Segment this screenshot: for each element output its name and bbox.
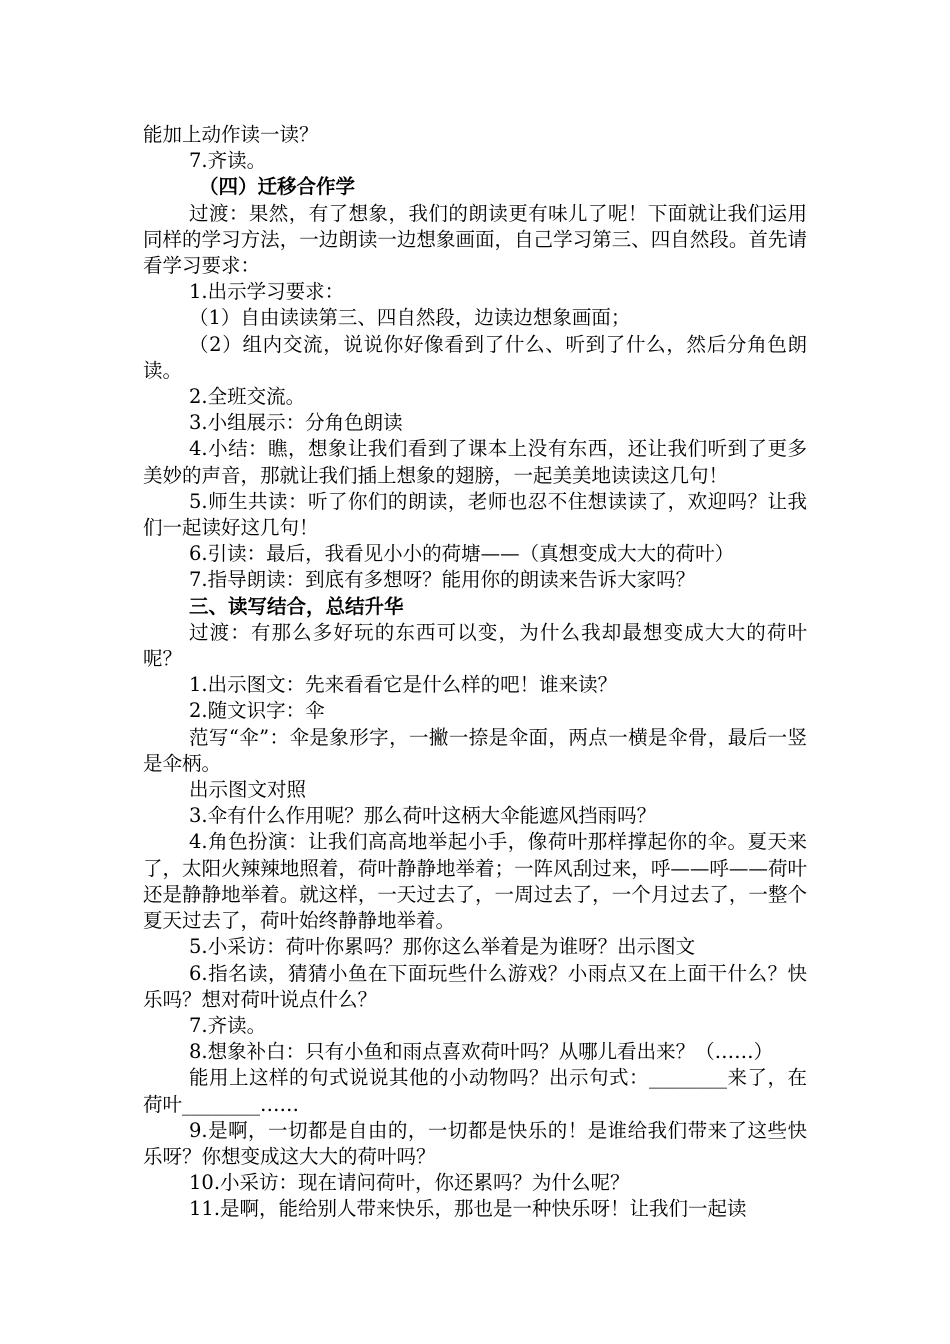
paragraph-5: 1.出示学习要求： xyxy=(189,280,345,304)
paragraph-1: 能加上动作读一读？ xyxy=(143,123,319,146)
paragraph-transition-2: 过渡：有那么多好玩的东西可以变，为什么我却最想变成大大的荷叶呢？ xyxy=(143,620,807,671)
paragraph-25: 8.想象补白：只有小鱼和雨点喜欢荷叶吗？从哪儿看出来？（……） xyxy=(189,1040,774,1064)
paragraph-8: 2.全班交流。 xyxy=(189,385,306,409)
paragraph-26: 能用上这样的句式说说其他的小动物吗？出示句式：________来了，在荷叶________…… xyxy=(143,1066,807,1116)
document-body xyxy=(143,122,807,1223)
paragraph-22: 5.小采访：荷叶你累吗？那你这么举着是为谁呀？出示图文 xyxy=(189,935,696,959)
paragraph-20: 3.伞有什么作用呢？那么荷叶这柄大伞能遮风挡雨吗？ xyxy=(189,804,657,828)
paragraph-28: 10.小采访：现在请问荷叶，你还累吗？为什么呢？ xyxy=(189,1171,630,1195)
paragraph-17: 2.随文识字：伞 xyxy=(189,699,325,723)
paragraph-13: 7.指导朗读：到底有多想呀？能用你的朗读来告诉大家吗？ xyxy=(189,568,696,592)
paragraph-9: 3.小组展示：分角色朗读 xyxy=(189,411,403,435)
paragraph-transition-1: 过渡：果然，有了想象，我们的朗读更有味儿了呢！下面就让我们运用同样的学习方法，一边朗读一边想象画面，自己学习第三、四自然段。首先请看学习要求： xyxy=(143,201,807,278)
section-heading-3: 三、读写结合，总结升华 xyxy=(189,594,404,618)
section-heading-4: （四）迁移合作学 xyxy=(199,175,356,199)
paragraph-16: 1.出示图文：先来看看它是什么样的吧！谁来读？ xyxy=(189,673,618,697)
paragraph-18: 范写“伞”：伞是象形字，一撇一捺是伞面，两点一横是伞骨，最后一竖是伞柄。 xyxy=(143,725,807,775)
paragraph-23: 6.指名读，猜猜小鱼在下面玩些什么游戏？小雨点又在上面干什么？快乐吗？想对荷叶说点什么？ xyxy=(143,961,807,1011)
paragraph-11: 5.师生共读：听了你们的朗读，老师也忍不住想读读了，欢迎吗？让我们一起读好这几句！ xyxy=(143,489,807,540)
paragraph-12: 6.引读：最后，我看见小小的荷塘——（真想变成大大的荷叶） xyxy=(189,542,735,566)
paragraph-7: （2）组内交流，说说你好像看到了什么、听到了什么，然后分角色朗读。 xyxy=(143,332,807,382)
paragraph-27: 9.是啊，一切都是自由的，一切都是快乐的！是谁给我们带来了这些快乐呀？你想变成这大大的荷叶吗？ xyxy=(143,1118,807,1168)
paragraph-21: 4.角色扮演：让我们高高地举起小手，像荷叶那样撑起你的伞。夏天来了，太阳火辣辣地照着，荷叶静静地举着；一阵风刮过来，呼——呼——荷叶还是静静地举着。就这样，一天过去了，一周过去了，一个月过去了，一整个夏天过去了，荷叶始终静静地举着。 xyxy=(143,830,807,933)
paragraph-24: 7.齐读。 xyxy=(189,1013,267,1037)
paragraph-2: 7.齐读。 xyxy=(189,149,267,173)
paragraph-10: 4.小结：瞧，想象让我们看到了课本上没有东西，还让我们听到了更多美妙的声音，那就让我们插上想象的翅膀，一起美美地读读这几句！ xyxy=(143,437,807,487)
paragraph-6: （1）自由读读第三、四自然段，边读边想象画面； xyxy=(189,306,631,330)
paragraph-29: 11.是啊，能给别人带来快乐，那也是一种快乐呀！让我们一起读 xyxy=(189,1197,747,1221)
paragraph-19: 出示图文对照 xyxy=(189,778,307,802)
